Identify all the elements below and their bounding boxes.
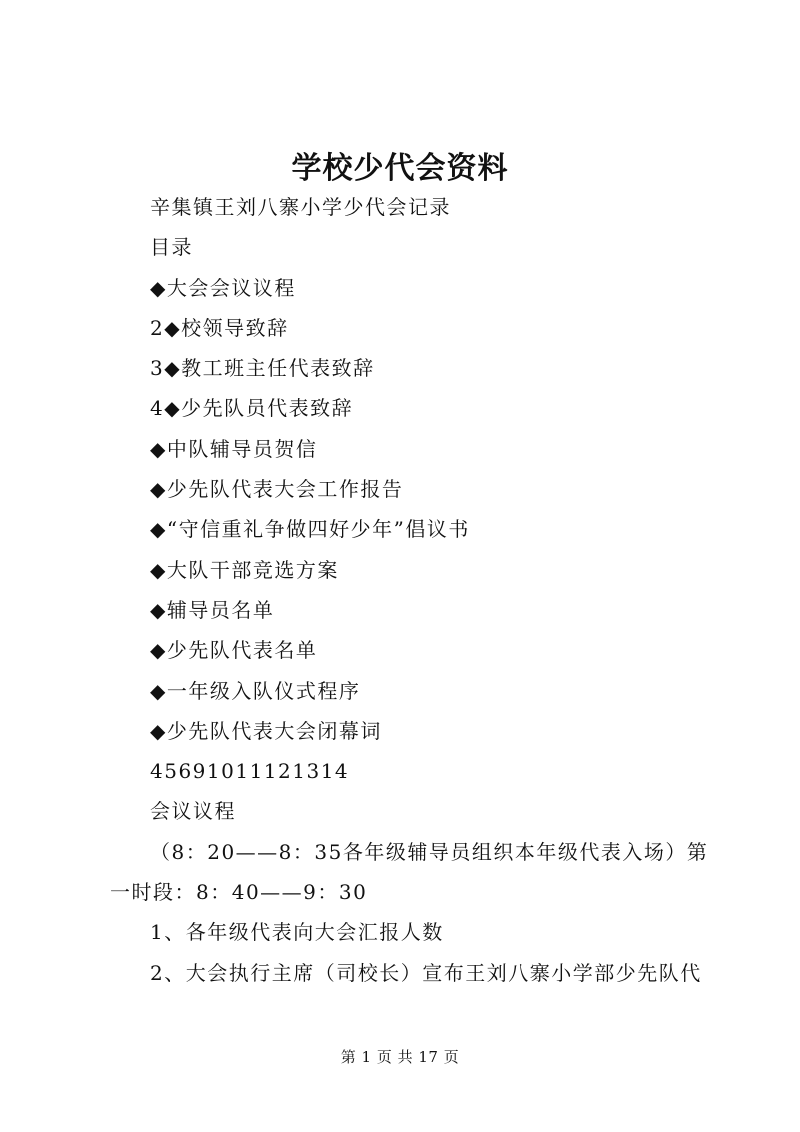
toc-item: ◆大队干部竞选方案 <box>150 557 339 582</box>
toc-item: 4◆少先队员代表致辞 <box>150 396 354 421</box>
agenda-item: 1、各年级代表向大会汇报人数 <box>150 920 444 945</box>
toc-item: ◆大会会议议程 <box>150 275 296 300</box>
toc-item: ◆“守信重礼争做四好少年”倡议书 <box>150 517 470 542</box>
toc-item: ◆一年级入队仪式程序 <box>150 678 361 703</box>
toc-item: 3◆教工班主任代表致辞 <box>150 356 375 381</box>
page-footer: 第 1 页 共 17 页 <box>340 1048 460 1066</box>
schedule-paragraph: （8：20——8：35各年级辅导员组织本年级代表入场）第一时段：8：40——9：30 <box>110 839 709 905</box>
toc-item: ◆少先队代表名单 <box>150 638 318 663</box>
toc-heading: 目录 <box>150 235 193 260</box>
toc-item: ◆中队辅导员贺信 <box>150 436 318 461</box>
toc-item: ◆少先队代表大会工作报告 <box>150 477 404 502</box>
document-body <box>110 187 710 993</box>
document-subtitle: 辛集镇王刘八寨小学少代会记录 <box>150 195 451 219</box>
agenda-item: 2、大会执行主席（司校长）宣布王刘八寨小学部少先队代 <box>150 960 702 985</box>
toc-page-numbers: 45691011121314 <box>150 759 350 784</box>
section-heading: 会议议程 <box>150 799 236 824</box>
toc-item: ◆辅导员名单 <box>150 597 275 622</box>
toc-item: ◆少先队代表大会闭幕词 <box>150 718 382 743</box>
toc-item: 2◆校领导致辞 <box>150 315 289 340</box>
document-title: 学校少代会资料 <box>291 151 509 186</box>
